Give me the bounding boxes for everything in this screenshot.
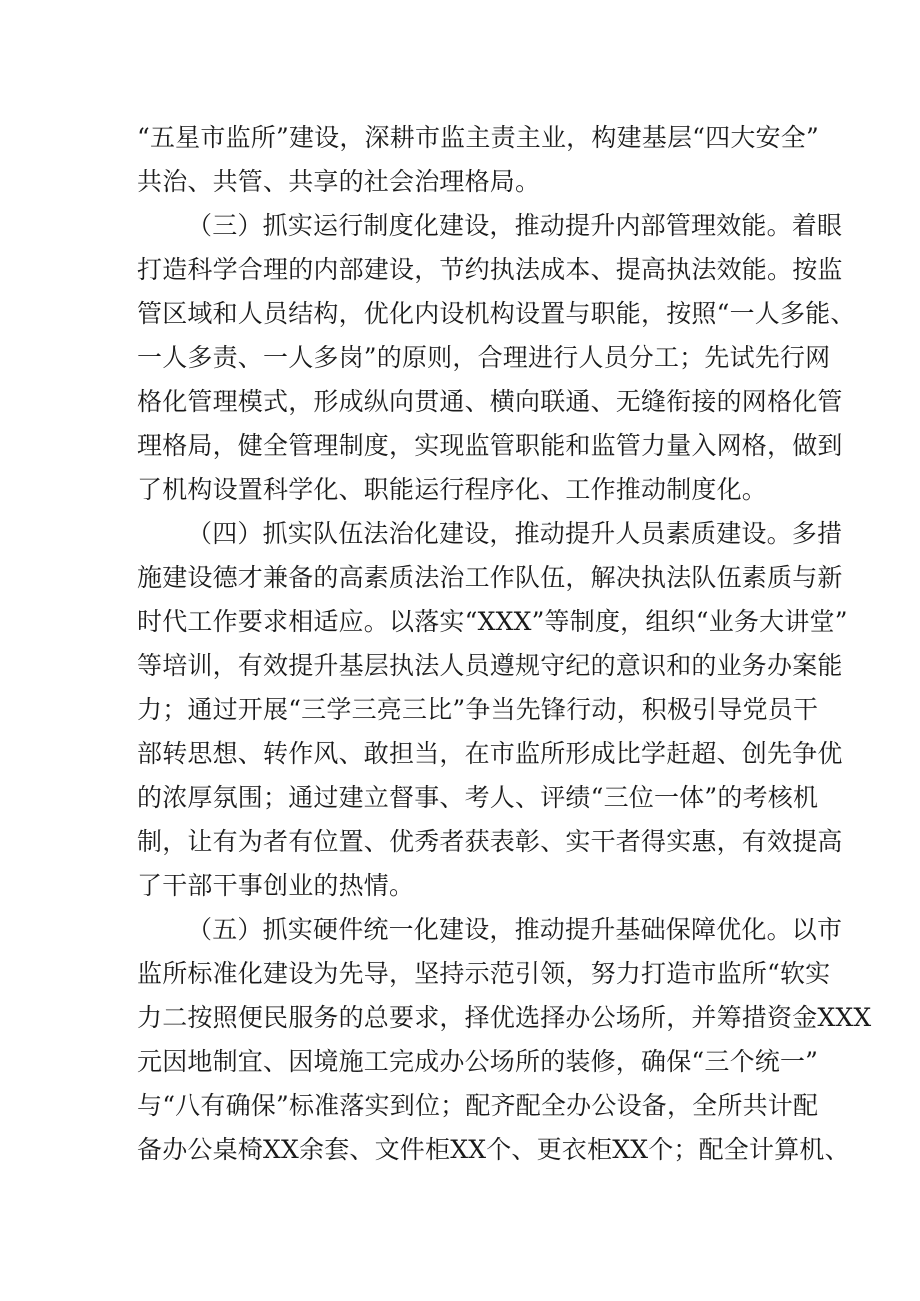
text-line: 监所标准化建设为先导，坚持示范引领，努力打造市监所“软实 [137,959,831,988]
text-line: （四）抓实队伍法治化建设，推动提升人员素质建设。多措 [187,519,843,548]
text-line: 的浓厚氛围；通过建立督事、考人、评绩“三位一体”的考核机 [137,783,819,812]
text-line: 了干部干事创业的热情。 [137,871,415,900]
text-line: 格化管理模式，形成纵向贯通、横向联通、无缝衔接的网格化管 [137,387,843,416]
text-line: 与“八有确保”标准落实到位；配齐配全办公设备，全所共计配 [137,1091,819,1120]
text-line: 等培训，有效提升基层执法人员遵规守纪的意识和的业务办案能 [137,651,843,680]
text-line: 备办公桌椅XX余套、文件柜XX个、更衣柜XX个；配全计算机、 [137,1135,850,1164]
text-line: 打造科学合理的内部建设，节约执法成本、提高执法效能。按监 [137,255,843,284]
text-line: 力二按照便民服务的总要求，择优选择办公场所，并筹措资金XXX [137,1003,872,1032]
text-line: （五）抓实硬件统一化建设，推动提升基础保障优化。以市 [187,915,843,944]
text-line: 施建设德才兼备的高素质法治工作队伍，解决执法队伍素质与新 [137,563,843,592]
text-line: 理格局，健全管理制度，实现监管职能和监管力量入网格，做到 [137,431,843,460]
text-line: 元因地制宜、因境施工完成办公场所的装修，确保“三个统一” [137,1047,819,1076]
text-line: 部转思想、转作风、敢担当，在市监所形成比学赶超、创先争优 [137,739,843,768]
text-line: （三）抓实运行制度化建设，推动提升内部管理效能。着眼 [187,211,843,240]
text-line: 管区域和人员结构，优化内设机构设置与职能，按照“一人多能、 [137,299,856,328]
text-line: 力；通过开展“三学三亮三比”争当先锋行动，积极引导党员干 [137,695,819,724]
text-line: 共治、共管、共享的社会治理格局。 [137,167,541,196]
text-line: “五星市监所”建设，深耕市监主责主业，构建基层“四大安全” [137,123,819,152]
text-line: 了机构设置科学化、职能运行程序化、工作推动制度化。 [137,475,768,504]
text-line: 时代工作要求相适应。以落实“XXX”等制度，组织“业务大讲堂” [137,607,848,636]
text-line: 制，让有为者有位置、优秀者获表彰、实干者得实惠，有效提高 [137,827,843,856]
text-line: 一人多责、一人多岗”的原则，合理进行人员分工；先试先行网 [137,343,831,372]
